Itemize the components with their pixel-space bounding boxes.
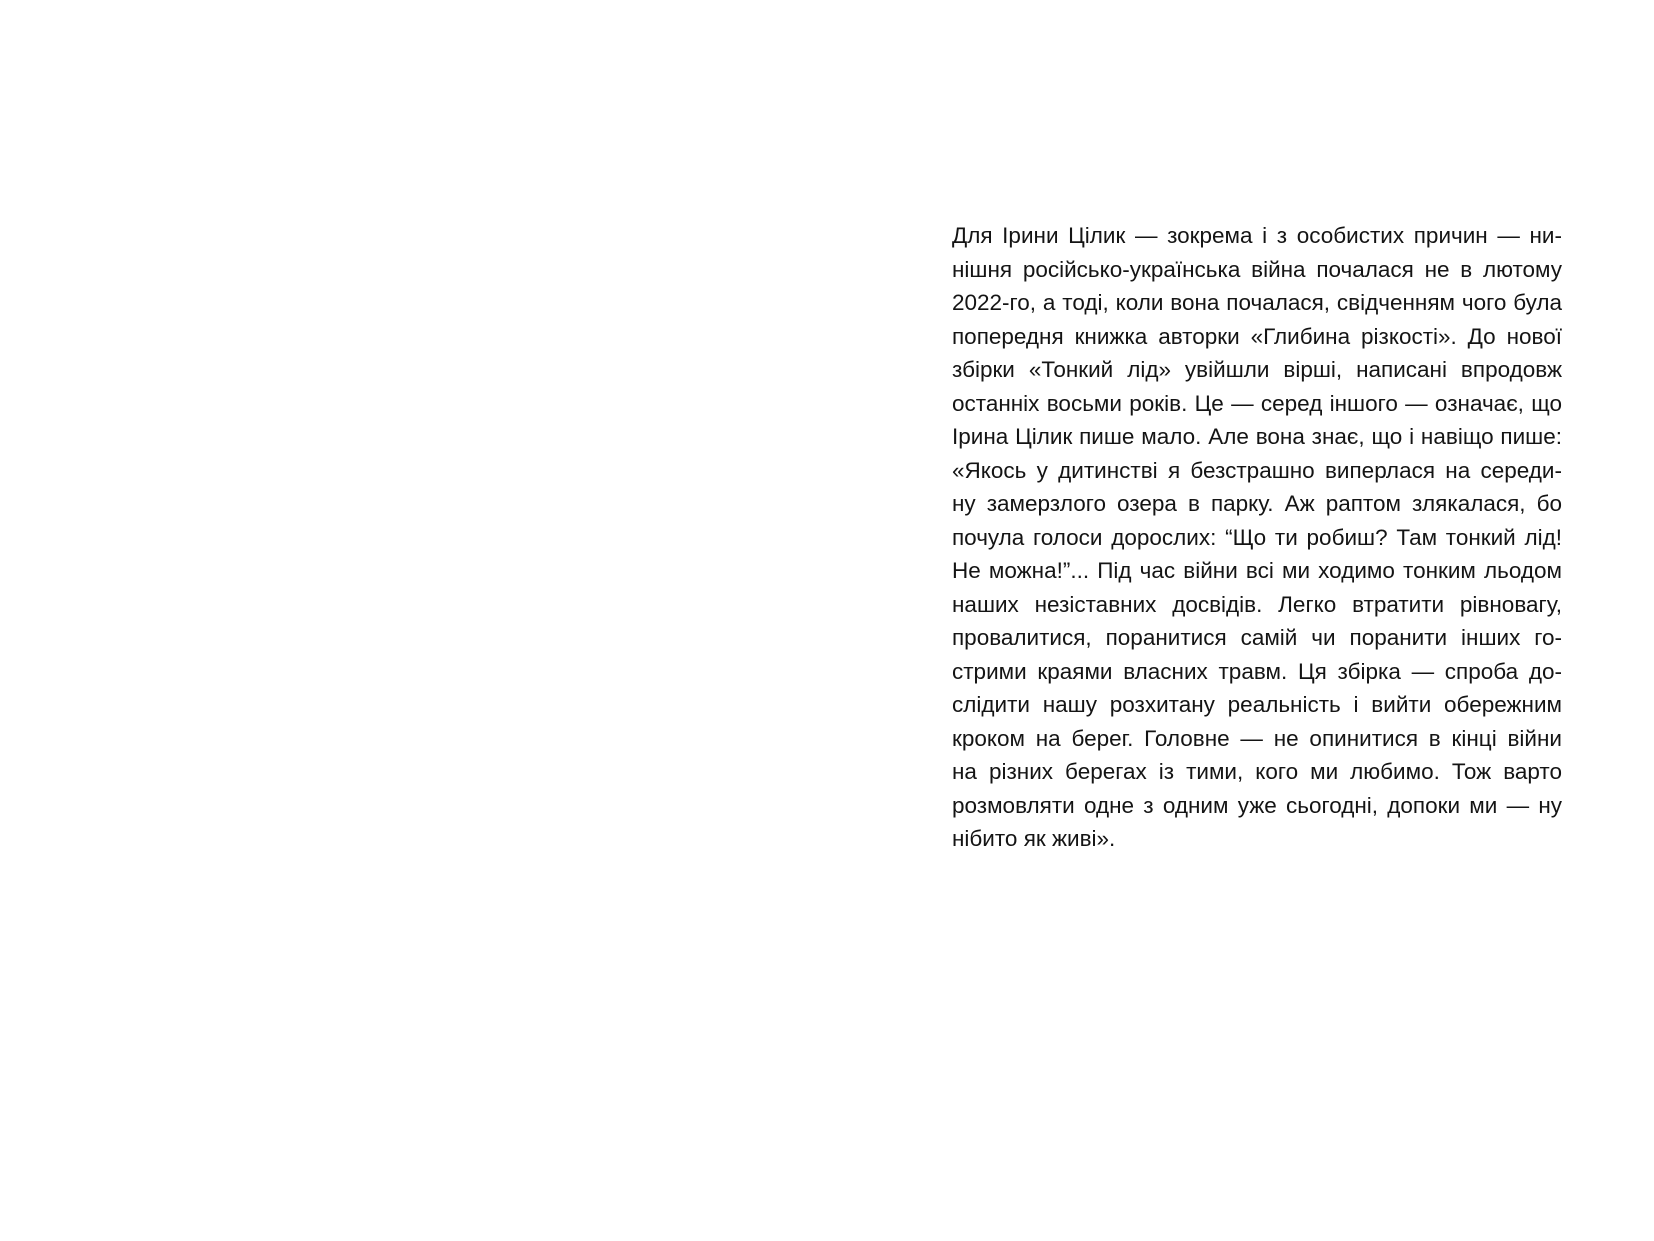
annotation-line-1: Для Ірини Цілик — зокрема і з особистих причин — ни- <box>952 223 1562 248</box>
annotation-line-15: слідити нашу розхитану реальність і вийти обережним <box>952 692 1562 717</box>
annotation-line-5: збірки «Тонкий лід» увійшли вірші, написані впродовж <box>952 357 1562 382</box>
annotation-line-13: провалитися, поранитися самій чи поранити інших го- <box>952 625 1562 650</box>
annotation-line-16: кроком на берег. Головне — не опинитися в кінці війни <box>952 725 1562 751</box>
annotation-line-11: Не можна!”... Під час війни всі ми ходимо тонким льодом <box>952 558 1562 583</box>
annotation-line-8: «Якось у дитинстві я безстрашно виперлася на середи- <box>952 457 1562 483</box>
annotation-line-14: стрими краями власних травм. Ця збірка — спроба до- <box>952 658 1562 684</box>
annotation-line-2: нішня російсько-українська війна почалася не в лютому <box>952 256 1562 282</box>
annotation-paragraph <box>952 219 1562 856</box>
annotation-line-3: 2022-го, а тоді, коли вона почалася, свідченням чого була <box>952 290 1562 315</box>
annotation-line-18: розмовляти одне з одним уже сьогодні, допоки ми — ну <box>952 792 1562 818</box>
annotation-line-4: попередня книжка авторки «Глибина різкості». До нової <box>952 323 1562 349</box>
annotation-line-17: на різних берегах із тими, кого ми любимо. Тож варто <box>952 759 1562 784</box>
annotation-line-7: Ірина Цілик пише мало. Але вона знає, що і навіщо пише: <box>952 424 1562 449</box>
annotation-line-6: останніх восьми років. Це — серед іншого — означає, що <box>952 390 1562 416</box>
annotation-line-10: почула голоси дорослих: “Що ти робиш? Там тонкий лід! <box>952 524 1562 550</box>
annotation-line-19: нібито як живі». <box>952 826 1116 851</box>
annotation-line-9: ну замерзлого озера в парку. Аж раптом злякалася, бо <box>952 491 1562 516</box>
annotation-line-12: наших незіставних досвідів. Легко втратити рівновагу, <box>952 591 1562 617</box>
